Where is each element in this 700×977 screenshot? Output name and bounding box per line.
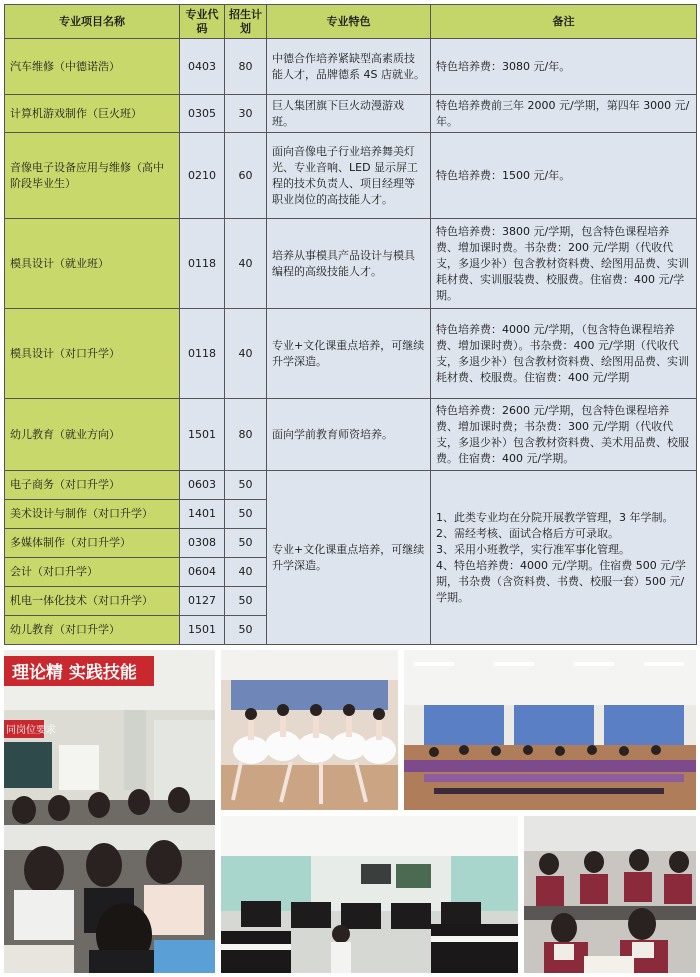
header-remark: 备注 — [431, 5, 697, 39]
program-code: 0604 — [180, 558, 225, 587]
group-feature: 专业+文化课重点培养，可继续升学深造。 — [267, 471, 431, 645]
program-plan: 40 — [225, 219, 267, 309]
remark-line: 3、采用小班教学，实行准军事化管理。 — [436, 542, 630, 556]
table-row — [5, 399, 697, 471]
dance-studio-photo-drawing — [404, 650, 696, 810]
program-plan: 50 — [225, 471, 267, 500]
header-name: 专业项目名称 — [5, 5, 180, 39]
program-name: 电子商务（对口升学） — [5, 471, 180, 500]
program-name: 美术设计与制作（对口升学） — [5, 500, 180, 529]
piano-room-photo-drawing — [221, 816, 518, 973]
photo-collage — [4, 650, 696, 973]
program-name: 计算机游戏制作（巨火班） — [5, 95, 180, 133]
table-row — [5, 471, 697, 500]
program-feature: 专业+文化课重点培养，可继续升学深造。 — [267, 309, 431, 399]
table-row — [5, 39, 697, 95]
remark-line: 2、需经考核、面试合格后方可录取。 — [436, 526, 619, 540]
program-plan: 60 — [225, 133, 267, 219]
program-code: 0118 — [180, 219, 225, 309]
program-feature: 巨人集团旗下巨火动漫游戏班。 — [267, 95, 431, 133]
program-code: 0403 — [180, 39, 225, 95]
program-code: 1401 — [180, 500, 225, 529]
header-code: 专业代码 — [180, 5, 225, 39]
program-plan: 80 — [225, 39, 267, 95]
program-plan: 50 — [225, 500, 267, 529]
header-plan: 招生计划 — [225, 5, 267, 39]
program-plan: 50 — [225, 587, 267, 616]
program-plan: 30 — [225, 95, 267, 133]
program-code: 0210 — [180, 133, 225, 219]
program-plan: 40 — [225, 558, 267, 587]
program-feature: 面向学前教育师资培养。 — [267, 399, 431, 471]
table-row — [5, 133, 697, 219]
program-name: 音像电子设备应用与维修（高中阶段毕业生） — [5, 133, 180, 219]
program-code: 0305 — [180, 95, 225, 133]
program-code: 0603 — [180, 471, 225, 500]
program-plan: 50 — [225, 616, 267, 645]
students-photo-drawing — [524, 816, 696, 973]
program-name: 会计（对口升学） — [5, 558, 180, 587]
program-name: 幼儿教育（对口升学） — [5, 616, 180, 645]
program-name: 幼儿教育（就业方向） — [5, 399, 180, 471]
remark-line: 4、特色培养费：4000 元/学期。住宿费 500 元/学期，书杂费（含资料费、书费、校服一套）500 元/学期。 — [436, 558, 686, 604]
students-photo — [524, 816, 696, 973]
program-feature: 面向音像电子行业培养舞美灯光、专业音响、LED 显示屏工程的技术负责人、项目经理等职业岗位的高技能人才。 — [267, 133, 431, 219]
program-remark: 特色培养费：2600 元/学期，包含特色课程培养费、增加课时费；书杂费：300 元/学期（代收代支，多退少补）包含教材资料费、美术用品费、校服费。住宿费：400 元/学期。 — [431, 399, 697, 471]
program-plan: 40 — [225, 309, 267, 399]
program-remark: 特色培养费：4000 元/学期，（包含特色课程培养费、增加课时费）。书杂费：400 元/学期（代收代支，多退少补）包含教材资料费、绘图用品费、实训耗材费、校服费。住宿费：400 元/学期 — [431, 309, 697, 399]
group-remark — [431, 471, 697, 645]
header-feature: 专业特色 — [267, 5, 431, 39]
piano-room-photo — [221, 816, 518, 973]
classroom-sign-text: 同岗位要求 — [6, 725, 56, 736]
program-plan: 80 — [225, 399, 267, 471]
program-plan: 50 — [225, 529, 267, 558]
dance-studio-photo — [404, 650, 696, 810]
program-name: 汽车维修（中德诺浩） — [5, 39, 180, 95]
table-row — [5, 219, 697, 309]
program-code: 1501 — [180, 616, 225, 645]
program-code: 0308 — [180, 529, 225, 558]
classroom-photo-drawing — [4, 650, 215, 973]
classroom-photo — [4, 650, 215, 973]
program-name: 模具设计（对口升学） — [5, 309, 180, 399]
program-name: 多媒体制作（对口升学） — [5, 529, 180, 558]
program-code: 0127 — [180, 587, 225, 616]
program-remark: 特色培养费：3800 元/学期，包含特色课程培养费、增加课时费。书杂费：200 元/学期（代收代支，多退少补）包含教材资料费、绘图用品费、实训耗材费、实训服装费、校服费。住宿费：400 元/学期。 — [431, 219, 697, 309]
ballet-photo — [221, 650, 398, 810]
program-table — [4, 4, 697, 645]
remark-line: 1、此类专业均在分院开展教学管理，3 年学制。 — [436, 510, 674, 524]
program-remark: 特色培养费前三年 2000 元/学期，第四年 3000 元/年。 — [431, 95, 697, 133]
program-remark: 特色培养费：1500 元/年。 — [431, 133, 697, 219]
table-row — [5, 95, 697, 133]
program-name: 机电一体化技术（对口升学） — [5, 587, 180, 616]
program-feature: 中德合作培养紧缺型高素质技能人才，品牌德系 4S 店就业。 — [267, 39, 431, 95]
program-name: 模具设计（就业班） — [5, 219, 180, 309]
ballet-photo-drawing — [221, 650, 398, 810]
classroom-banner-text: 理论精 实践技能 — [12, 663, 137, 683]
program-code: 1501 — [180, 399, 225, 471]
program-code: 0118 — [180, 309, 225, 399]
program-remark: 特色培养费：3080 元/年。 — [431, 39, 697, 95]
table-row — [5, 309, 697, 399]
program-feature: 培养从事模具产品设计与模具编程的高级技能人才。 — [267, 219, 431, 309]
